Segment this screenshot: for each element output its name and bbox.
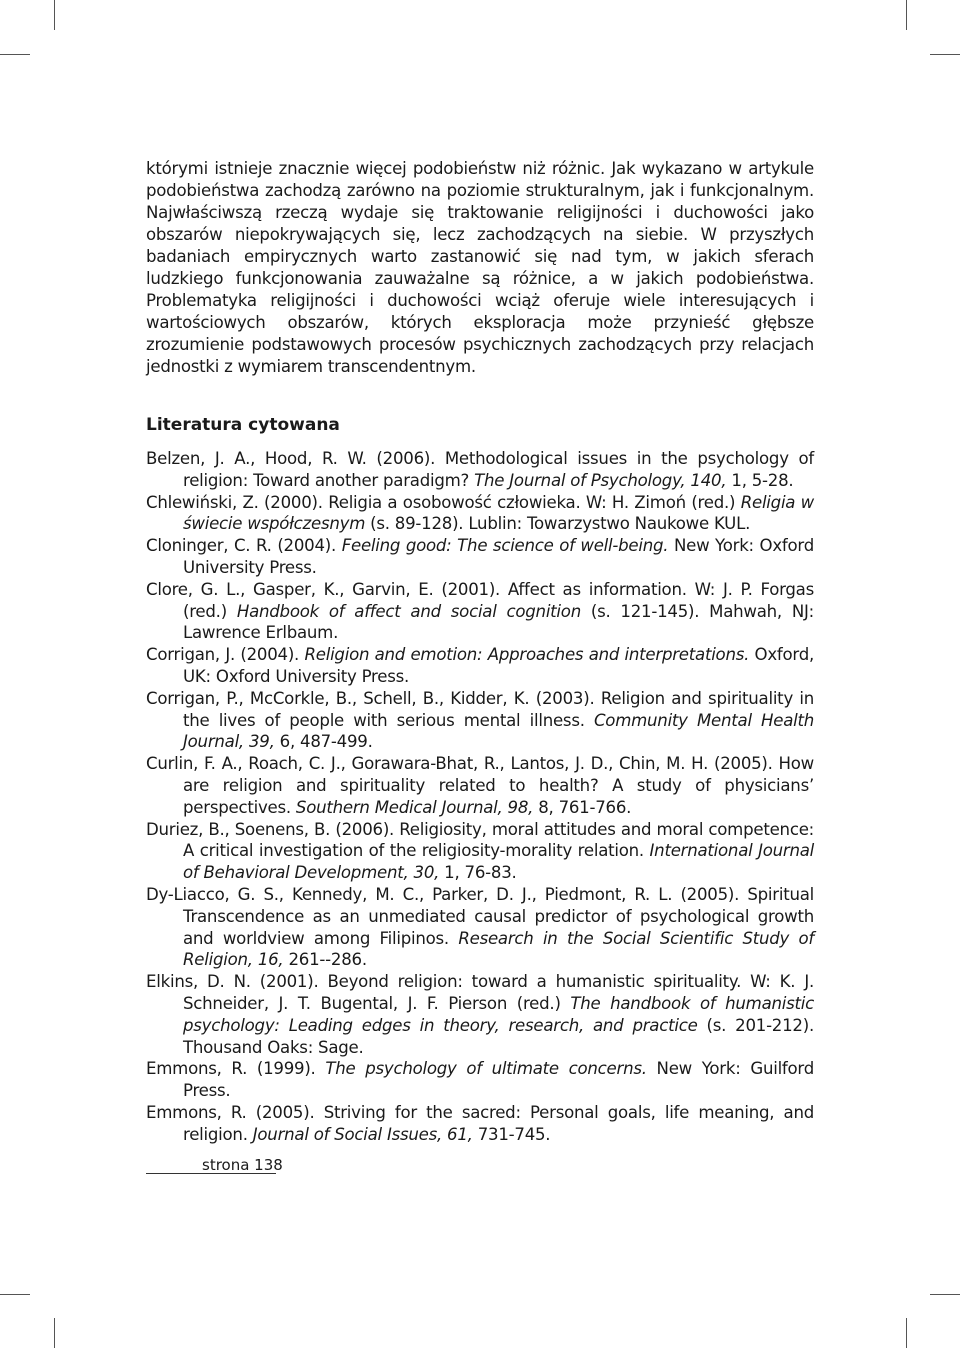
- crop-mark: [906, 0, 907, 30]
- crop-mark: [0, 1294, 30, 1295]
- references-list: [146, 448, 814, 1146]
- reference-item: Emmons, R. (2005). Striving for the sacred: Personal goals, life meaning, and religion. Journal of Social Issues, 61, 731-745.: [146, 1102, 814, 1144]
- reference-item: Belzen, J. A., Hood, R. W. (2006). Methodological issues in the psychology of religion: Toward another paradigm? The Journal of Psychology, 140, 1, 5-28.: [146, 449, 814, 490]
- reference-item: Dy-Liacco, G. S., Kennedy, M. C., Parker, D. J., Piedmont, R. L. (2005). Spiritual Transcendence as an unmediated causal predictor of psychological growth and worldview among Filipinos. Research in the Social Scientific Study of Religion, 16, 261--286.: [146, 884, 814, 970]
- body-paragraph: którymi istnieje znacznie więcej podobieństw niż różnic. Jak wykazano w artykule podobieństwa zachodzą zarówno na poziomie strukturalnym, jak i funkcjonalnym. Najwłaściwszą rzeczą wydaje się traktowanie religijności i duchowości jako obszarów niepokrywających się, lecz zachodzących na siebie. W przyszłych badaniach empirycznych warto zastanowić się nad tym, w jakich sferach ludzkiego funkcjonowania zauważalne są różnice, a w jakich podobieństwa. Problematyka religijności i duchowości wciąż oferuje wiele interesujących i wartościowych obszarów, których eksploracja może przynieść głębsze zrozumienie podstawowych procesów psychicznych zachodzących przy relacjach jednostki z wymiarem transcendentnym.: [146, 159, 814, 376]
- reference-item: Corrigan, J. (2004). Religion and emotion: Approaches and interpretations. Oxford, UK: Oxford University Press.: [146, 645, 815, 686]
- page-content: [146, 158, 814, 1146]
- references-heading: Literatura cytowana: [146, 415, 340, 435]
- crop-mark: [54, 0, 55, 30]
- crop-mark: [54, 1318, 55, 1348]
- reference-item: Chlewiński, Z. (2000). Religia a osobowość człowieka. W: H. Zimoń (red.) Religia w świecie współczesnym (s. 89-128). Lublin: Towarzystwo Naukowe KUL.: [146, 492, 814, 534]
- reference-item: Curlin, F. A., Roach, C. J., Gorawara-Bhat, R., Lantos, J. D., Chin, M. H. (2005). How are religion and spirituality related to health? A study of physicians’ perspectives. Southern Medical Journal, 98, 8, 761-766.: [146, 754, 814, 817]
- crop-mark: [930, 54, 960, 55]
- reference-item: Elkins, D. N. (2001). Beyond religion: toward a humanistic spirituality. W: K. J. Schneider, J. T. Bugental, J. F. Pierson (red.) The handbook of humanistic psychology: Leading edges in theory, research, and practice (s. 201-212). Thousand Oaks: Sage.: [146, 972, 815, 1057]
- reference-item: Cloninger, C. R. (2004). Feeling good: The science of well-being. New York: Oxford University Press.: [146, 536, 814, 577]
- reference-item: Duriez, B., Soenens, B. (2006). Religiosity, moral attitudes and moral competence: A critical investigation of the religiosity-morality relation. International Journal of Behavioral Development, 30, 1, 76-83.: [146, 819, 815, 883]
- reference-item: Clore, G. L., Gasper, K., Garvin, E. (2001). Affect as information. W: J. P. Forgas (red.) Handbook of affect and social cognition (s. 121-145). Mahwah, NJ: Lawrence Erlbaum.: [146, 579, 815, 643]
- reference-item: Emmons, R. (1999). The psychology of ultimate concerns. New York: Guilford Press.: [146, 1059, 814, 1101]
- crop-mark: [906, 1318, 907, 1348]
- page-number: strona 138: [202, 1156, 283, 1174]
- reference-item: Corrigan, P., McCorkle, B., Schell, B., Kidder, K. (2003). Religion and spirituality in the lives of people with serious mental illness. Community Mental Health Journal, 39, 6, 487-499.: [146, 688, 815, 752]
- crop-mark: [0, 54, 30, 55]
- crop-mark: [930, 1294, 960, 1295]
